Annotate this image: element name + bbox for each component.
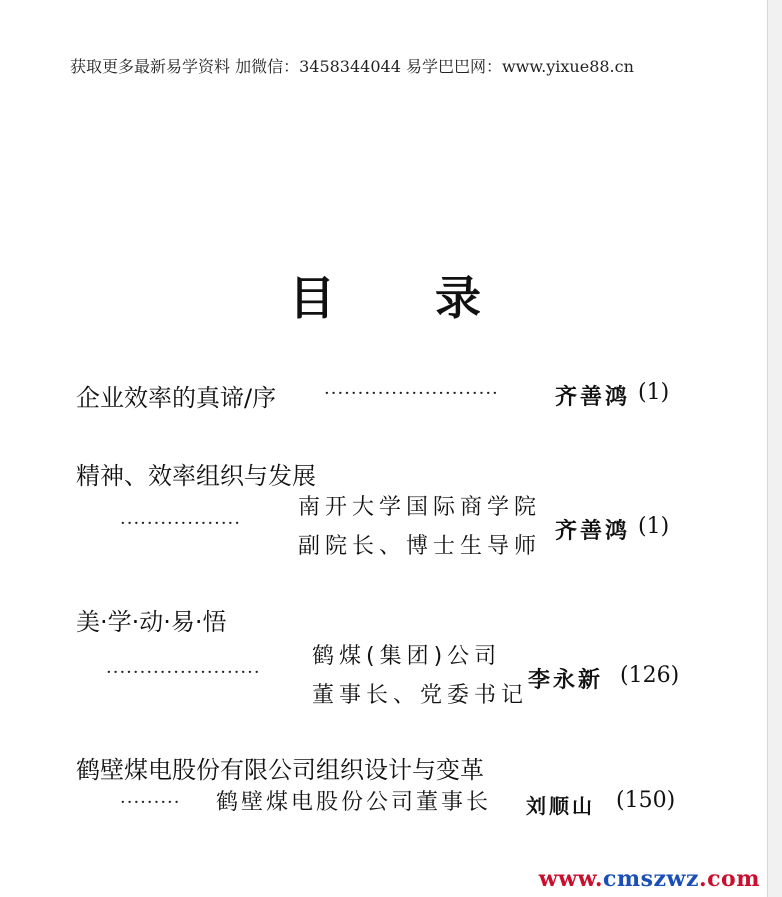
watermark-suffix: .com xyxy=(698,866,760,892)
watermark-domain: cmszwz xyxy=(603,866,699,892)
entry-affiliation-line-1: 南开大学国际商学院 xyxy=(298,495,542,520)
entry-title: 精神、效率组织与发展 xyxy=(76,462,316,490)
entry-title: 美·学·动·易·悟 xyxy=(76,608,227,636)
title-char-2: 录 xyxy=(435,271,481,325)
watermark xyxy=(539,866,760,892)
entry-title: 企业效率的真谛/序 xyxy=(76,384,277,412)
entry-author: 齐善鸿 xyxy=(555,519,631,544)
page-title xyxy=(0,262,770,328)
watermark-prefix: www. xyxy=(538,866,603,892)
page-edge xyxy=(767,0,782,897)
leader-dots: ·························· xyxy=(324,383,499,404)
entry-title: 鹤壁煤电股份有限公司组织设计与变革 xyxy=(76,756,484,784)
entry-affiliation-line-2: 董事长、党委书记 xyxy=(312,683,529,708)
entry-page: (1) xyxy=(638,514,670,539)
header-note: 获取更多最新易学资料 加微信：3458344044 易学巴巴网：www.yixue88.cn xyxy=(70,57,634,76)
entry-affiliation-line-1: 鹤壁煤电股份公司董事长 xyxy=(216,790,492,815)
leader-dots: ········· xyxy=(120,792,181,813)
entry-page: (1) xyxy=(638,380,670,405)
entry-page: (150) xyxy=(616,788,676,813)
entry-author: 刘顺山 xyxy=(526,794,595,818)
entry-affiliation-line-2: 副院长、博士生导师 xyxy=(298,534,542,559)
entry-author: 李永新 xyxy=(528,668,604,693)
leader-dots: ·················· xyxy=(120,513,241,534)
entry-affiliation-line-1: 鹤煤(集团)公司 xyxy=(312,644,502,669)
leader-dots: ······················· xyxy=(106,662,261,683)
title-char-1: 目 xyxy=(289,271,335,325)
entry-author: 齐善鸿 xyxy=(555,385,631,410)
entry-page: (126) xyxy=(620,663,680,688)
